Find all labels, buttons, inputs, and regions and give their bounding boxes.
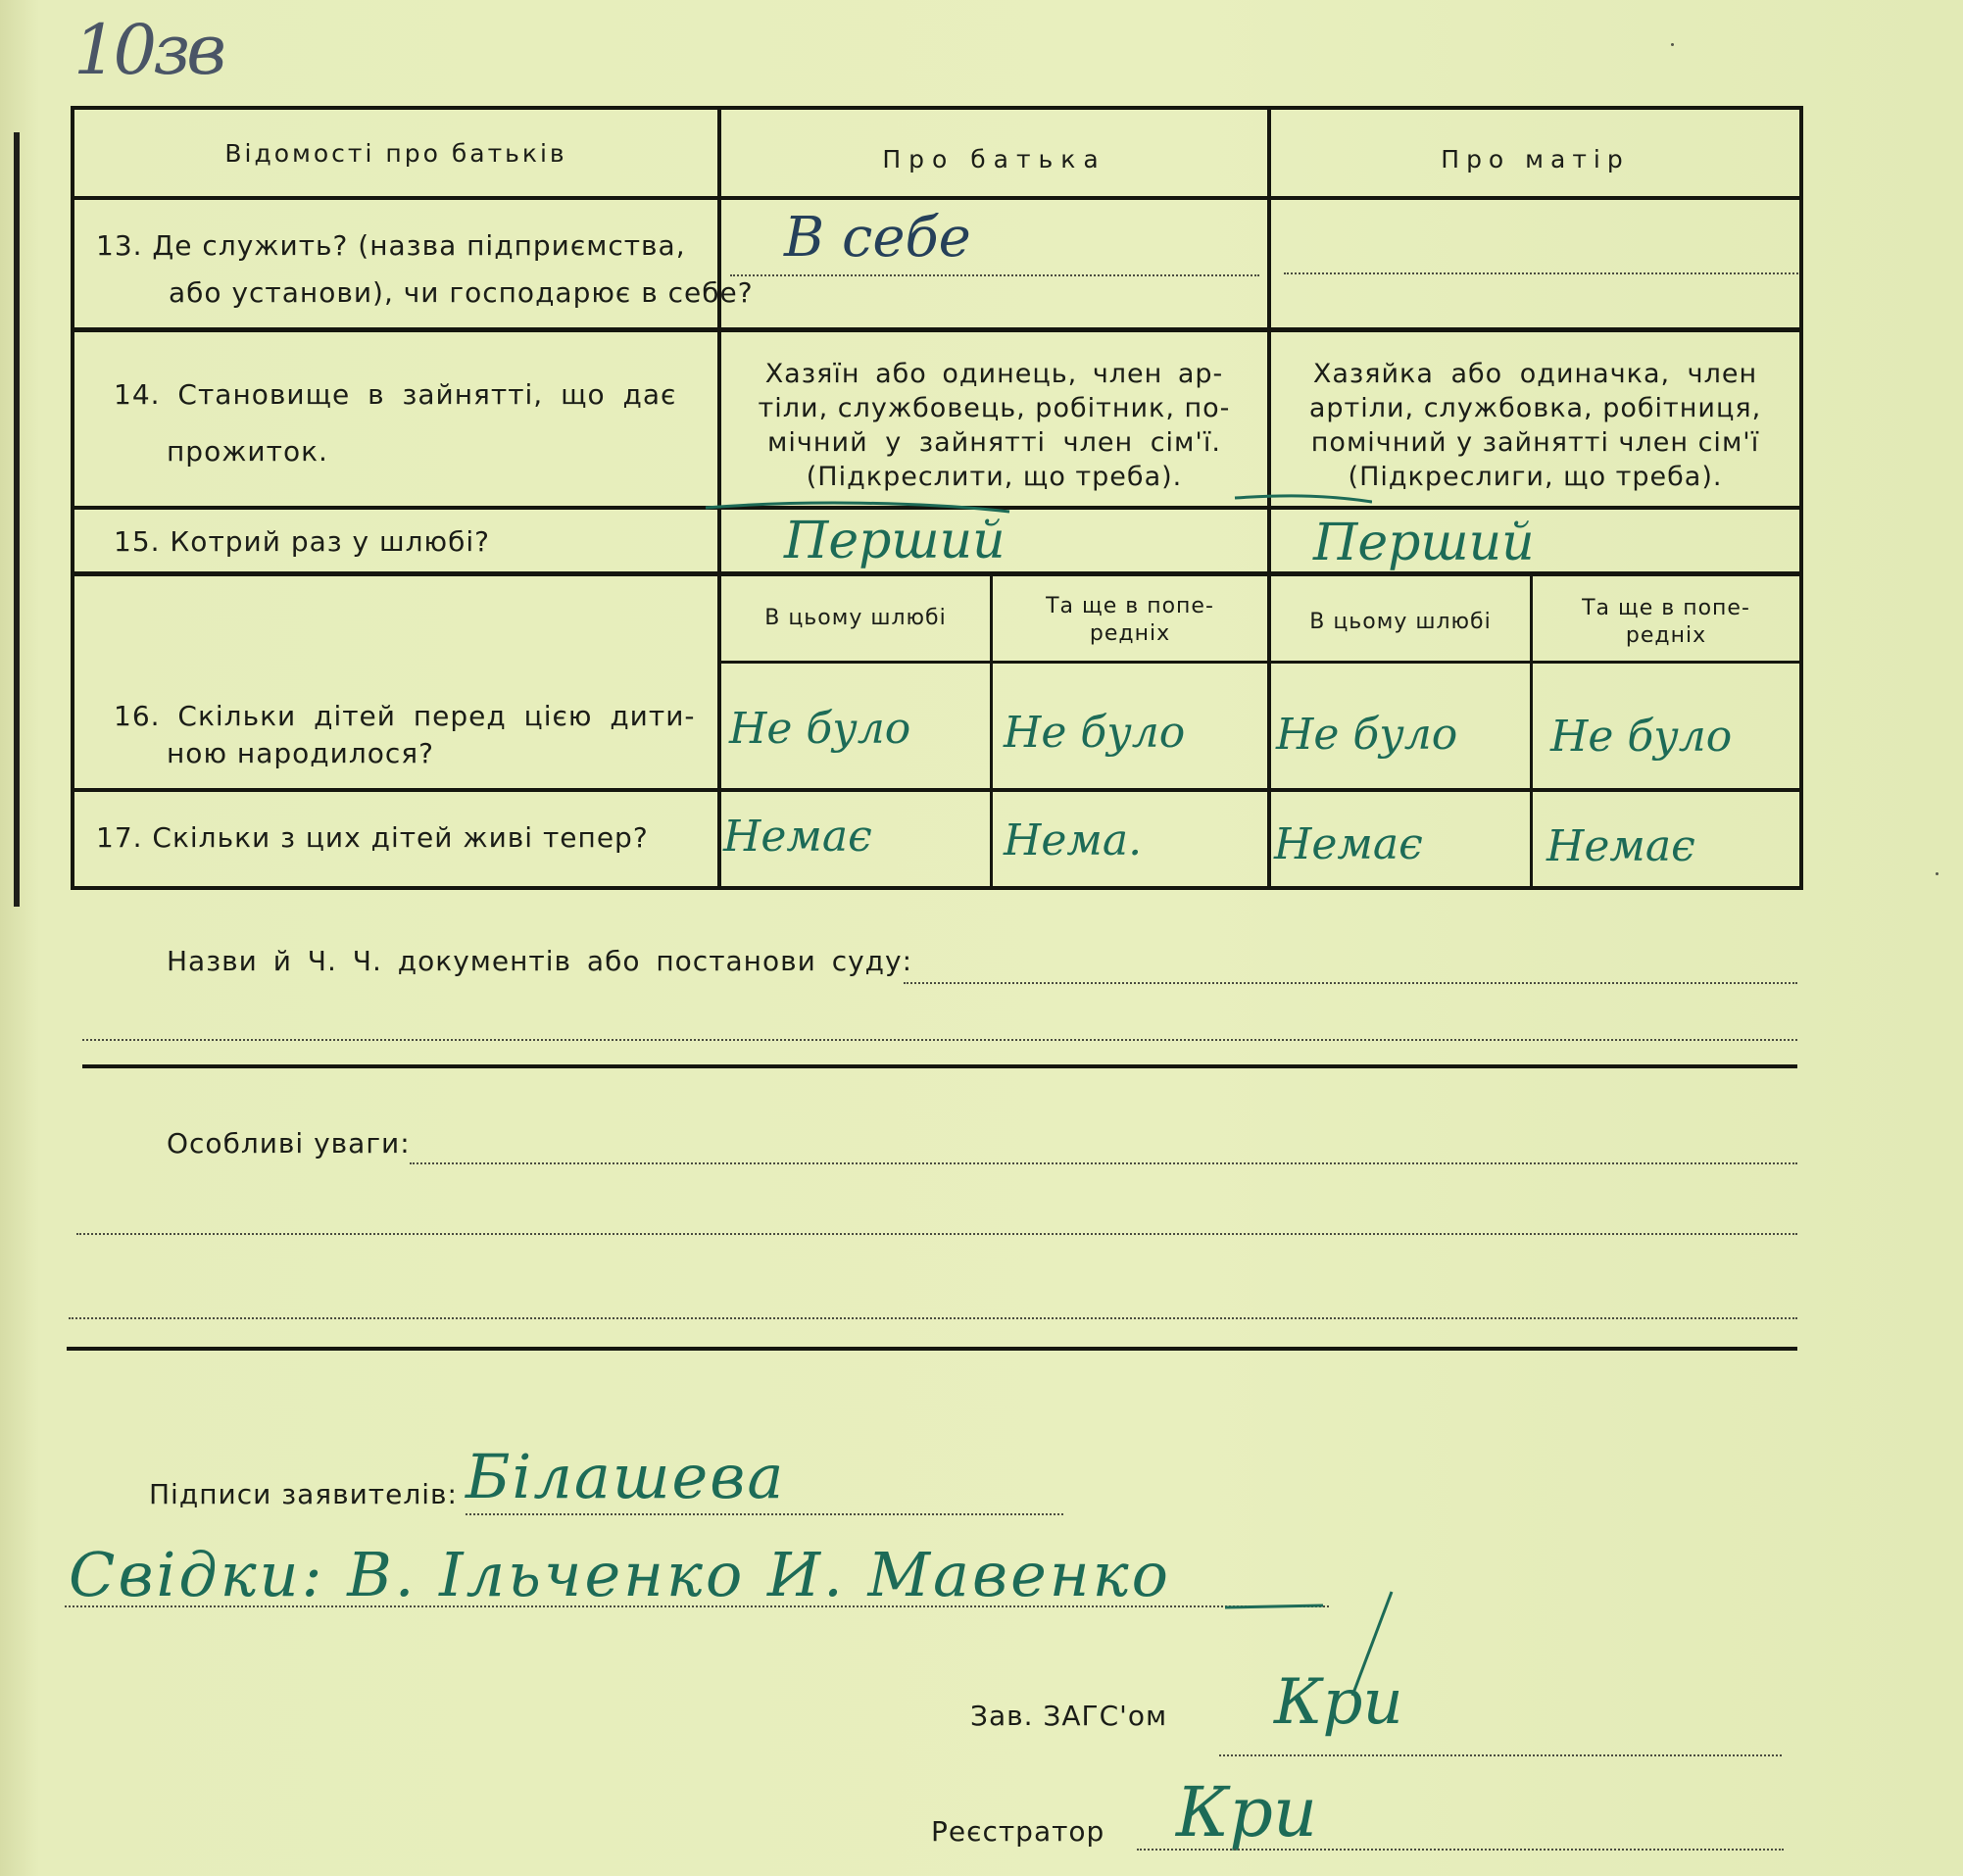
- applicants-signature-line: [466, 1513, 1063, 1515]
- row15-label: 15. Котрий раз у шлюбі?: [114, 525, 491, 558]
- row17-mother-this-value: Немає: [1274, 819, 1423, 869]
- row16-mother-this-value: Не було: [1276, 710, 1458, 760]
- paper-speck: [1936, 872, 1938, 875]
- row14-father-option: мічний у зайнятті член сім'ї.: [767, 427, 1221, 458]
- row13-label-cont: або установи), чи господарює в себе?: [169, 276, 754, 309]
- row13-mother-line: [1284, 272, 1798, 274]
- zags-head-signature: Кри: [1274, 1666, 1403, 1739]
- row13-father-value: В себе: [784, 206, 971, 270]
- header-parents-info: Відомості про батьків: [224, 139, 567, 168]
- row15-father-value: Перший: [784, 512, 1006, 570]
- row16-label: 16. Скільки дітей перед цією дити-: [114, 700, 696, 732]
- registrar-signature: Кри: [1176, 1772, 1318, 1852]
- table-rule: [719, 661, 1799, 664]
- row13-label: 13. Де служить? (назва підприємства,: [96, 229, 686, 262]
- zags-signature-line: [1219, 1754, 1782, 1756]
- paper-speck: [1671, 43, 1674, 46]
- section-rule: [82, 1064, 1797, 1068]
- table-rule: [74, 327, 1799, 332]
- registrar-signature-line: [1137, 1849, 1784, 1851]
- row16-father-prev-value: Не було: [1004, 708, 1186, 758]
- binding-edge: [14, 132, 20, 907]
- row14-mother-option: артіли, службовка, робітниця,: [1308, 393, 1762, 423]
- row16-label-cont: ною народилося?: [167, 737, 434, 769]
- applicants-signature-label: Підписи заявителів:: [149, 1478, 458, 1510]
- row14-label-cont: прожиток.: [167, 435, 328, 468]
- row16-mother-prev-header-cont: редніх: [1625, 623, 1707, 648]
- section-rule: [67, 1347, 1797, 1351]
- header-about-father: Про батька: [882, 145, 1106, 173]
- witnesses-line: [65, 1605, 1329, 1607]
- row14-label: 14. Становище в зайнятті, що дає: [114, 378, 677, 411]
- documents-line: [904, 982, 1797, 984]
- row14-father-option: тіли, службовець, робітник, по-: [758, 393, 1231, 423]
- table-rule: [74, 196, 1799, 200]
- table-rule: [74, 571, 1799, 576]
- table-rule: [74, 788, 1799, 792]
- zags-head-label: Зав. ЗАГС'ом: [970, 1700, 1168, 1732]
- row17-father-this-value: Немає: [723, 812, 872, 862]
- remarks-label: Особливі уваги:: [167, 1127, 411, 1160]
- row16-father-this-header: В цьому шлюбі: [764, 606, 947, 630]
- row16-father-this-value: Не було: [729, 704, 911, 754]
- row14-father-note: (Підкреслити, що треба).: [806, 462, 1183, 492]
- row17-label: 17. Скільки з цих дітей живі тепер?: [96, 821, 649, 854]
- table-column-divider: [1530, 574, 1533, 886]
- remarks-line: [76, 1233, 1797, 1235]
- row15-mother-value: Перший: [1313, 514, 1535, 572]
- row16-mother-prev-header: Та ще в попе-: [1582, 596, 1750, 620]
- row14-mother-note: (Підкреслиги, що треба).: [1348, 462, 1723, 492]
- row17-father-prev-value: Нема.: [1004, 815, 1143, 865]
- header-about-mother: Про матір: [1441, 145, 1630, 173]
- row13-father-line: [730, 274, 1259, 276]
- row16-father-prev-header: Та ще в попе-: [1046, 594, 1214, 618]
- row17-mother-prev-value: Немає: [1546, 821, 1695, 871]
- applicants-signature: Білашева: [466, 1441, 786, 1512]
- row14-mother-option: Хазяйка або одиначка, член: [1312, 359, 1758, 389]
- registrar-label: Реєстратор: [931, 1815, 1105, 1848]
- row14-mother-option: помічний у зайнятті член сім'ї: [1310, 427, 1760, 458]
- documents-label: Назви й Ч. Ч. документів або постанови суду:: [167, 945, 913, 977]
- row16-mother-prev-value: Не було: [1550, 712, 1733, 762]
- witnesses-signatures: Свідки: В. Ільченко И. Мавенко: [69, 1539, 1171, 1610]
- row16-mother-this-header: В цьому шлюбі: [1309, 610, 1492, 634]
- row14-father-option: Хазяїн або одинець, член ар-: [764, 359, 1224, 389]
- folio-number: 10зв: [74, 10, 222, 90]
- documents-line: [82, 1039, 1797, 1041]
- remarks-line: [69, 1317, 1797, 1319]
- row16-father-prev-header-cont: редніх: [1089, 621, 1171, 646]
- remarks-line: [410, 1162, 1797, 1164]
